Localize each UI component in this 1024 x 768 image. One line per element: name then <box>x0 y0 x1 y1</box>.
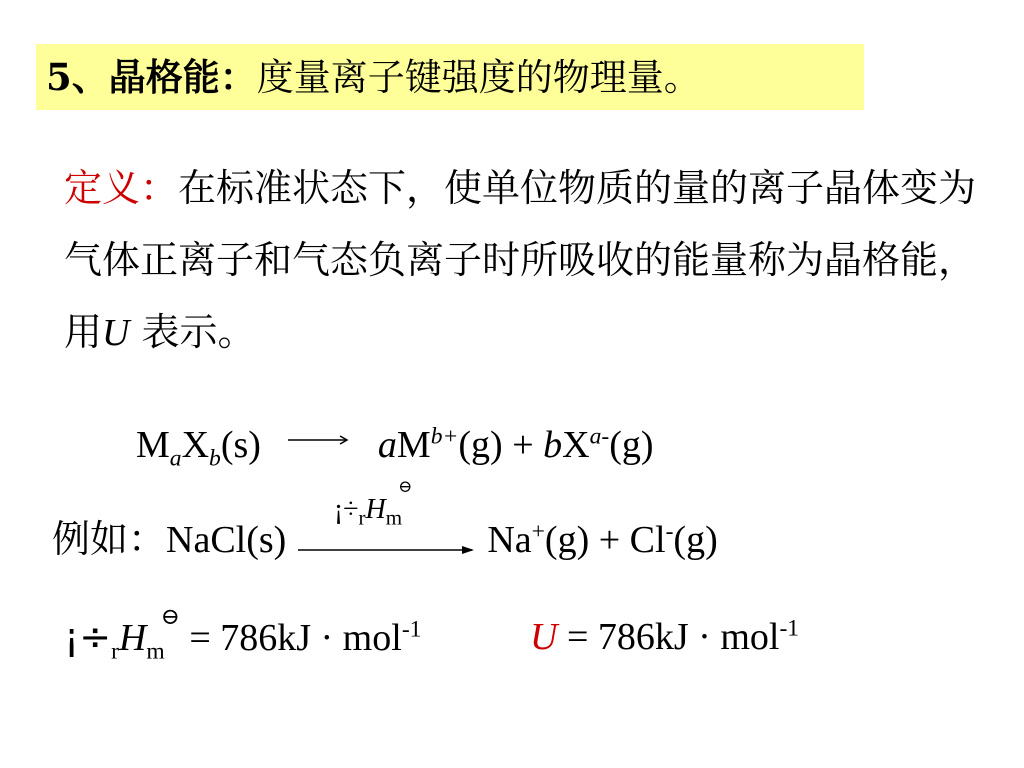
definition-symbol: U <box>102 312 130 354</box>
example-label: 例如： <box>52 517 167 561</box>
example-arrow <box>298 477 476 563</box>
definition-tail: 表示。 <box>129 310 256 354</box>
eq1-sub-b: b <box>209 445 221 472</box>
definition-body: 在标准状态下，使单位物质的量的离子晶体变为气体正离子和气态负离子时所吸收的能量称为晶格能，用 <box>64 166 977 354</box>
eq1-state-g1: (g) + <box>458 424 544 466</box>
arrow-label-m: m <box>385 505 403 530</box>
eq1-sub-a: a <box>169 445 182 472</box>
lattice-energy-symbol: U <box>530 616 558 658</box>
enthalpy-value: = 786kJ · mol <box>179 617 402 659</box>
standard-state-icon-2: ⊖ <box>160 604 180 629</box>
example-product-cl: Cl <box>629 519 666 561</box>
eq1-coef-b: b <box>543 424 563 466</box>
eq1-charge-aminus: a- <box>589 423 610 450</box>
eq1-reactant-x: X <box>181 424 210 466</box>
cl-state: (g) <box>673 519 718 561</box>
lattice-energy-value: = 786kJ · mol <box>557 616 780 658</box>
eq1-state-g2: (g) <box>609 424 654 466</box>
eq1-product-m: M <box>396 424 431 466</box>
arrow-label-glyph: ¡÷ <box>333 494 359 526</box>
slide-title <box>46 52 701 103</box>
eq1-charge-bplus: b+ <box>430 423 459 450</box>
delta-glyph: ¡÷ <box>64 615 112 659</box>
cl-charge: - <box>665 518 674 545</box>
enthalpy-exponent: -1 <box>401 616 422 643</box>
definition-paragraph <box>64 152 984 369</box>
standard-state-icon: ⊖ <box>398 477 413 497</box>
example-reactant: NaCl(s) <box>166 519 287 561</box>
example-product-na: Na <box>487 519 532 561</box>
enthalpy-equation <box>64 604 422 668</box>
lattice-energy-equation <box>530 612 799 662</box>
enthalpy-sub-r: r <box>111 638 119 665</box>
enthalpy-h: H <box>118 617 147 659</box>
enthalpy-sub-m: m <box>146 638 165 665</box>
na-charge: + <box>531 518 545 545</box>
na-state: (g) + <box>544 519 630 561</box>
example-arrow-line <box>298 543 476 557</box>
arrow-label-r: r <box>358 505 366 530</box>
eq1-state-s: (s) <box>220 424 261 466</box>
definition-label: 定义： <box>64 166 179 210</box>
eq1-product-x: X <box>562 424 590 466</box>
title-text: 度量离子键强度的物理量。 <box>256 56 701 99</box>
eq1-coef-a: a <box>377 424 397 466</box>
general-equation <box>136 420 654 470</box>
lattice-energy-exponent: -1 <box>779 615 800 642</box>
reaction-arrow <box>288 433 350 447</box>
arrow-label <box>333 477 413 530</box>
arrow-label-h: H <box>365 494 386 526</box>
eq1-reactant-m: M <box>136 424 170 466</box>
example-equation <box>52 477 718 565</box>
title-number: 5、晶格能： <box>46 55 257 99</box>
